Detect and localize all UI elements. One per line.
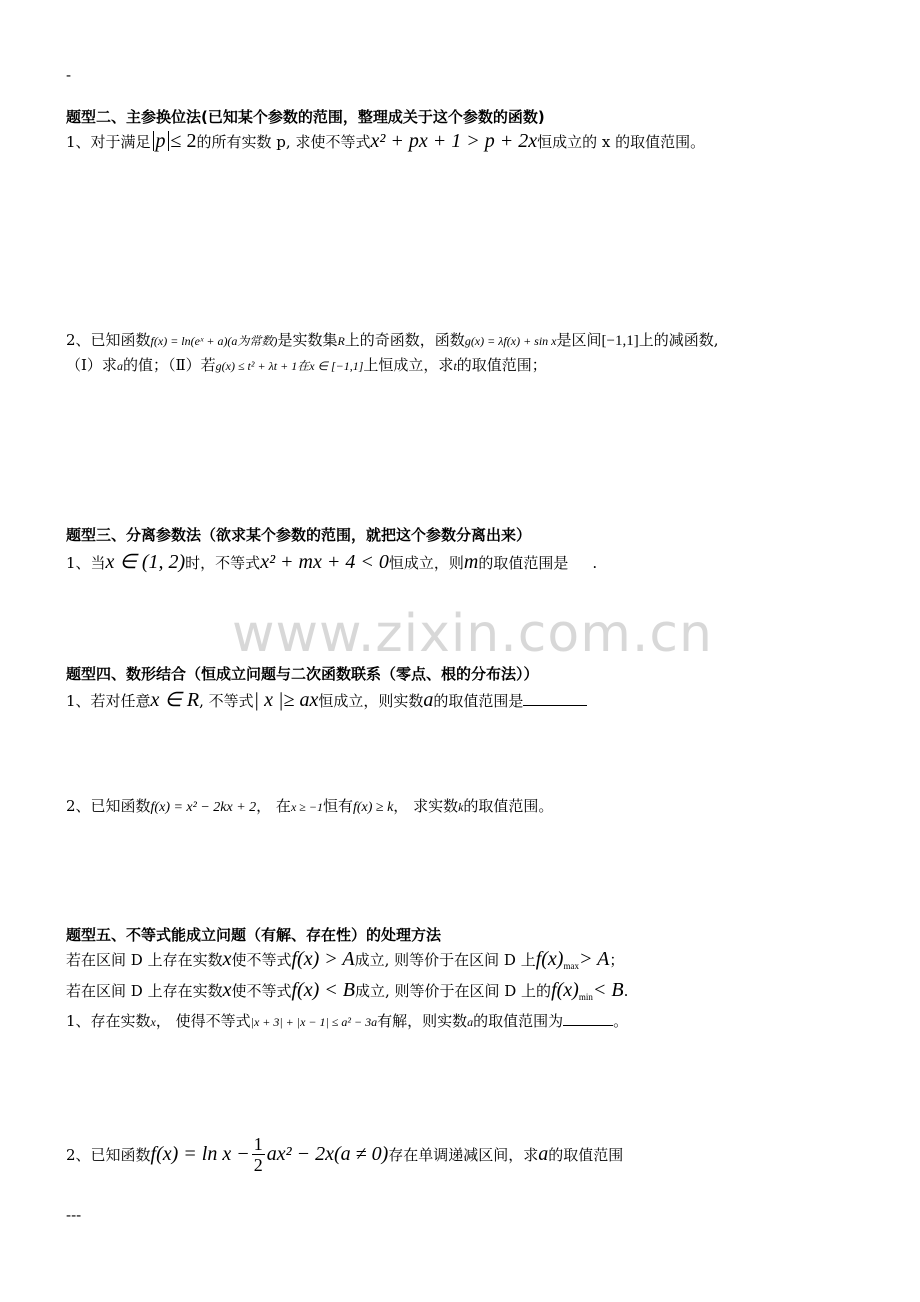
q-text: ， 在 — [256, 797, 291, 815]
watermark: www.zixin.com.cn — [232, 604, 713, 664]
q-text: . — [623, 982, 629, 1000]
q-text: 2、已知函数 — [66, 331, 151, 349]
s3-question-1 — [66, 549, 597, 574]
fraction-numerator: 1 — [253, 1134, 263, 1154]
q-text: 1、存在实数 — [66, 1012, 151, 1030]
math-expr: [−1,1] — [601, 333, 639, 349]
answer-blank[interactable] — [563, 1025, 613, 1026]
math-var: a — [467, 1015, 474, 1029]
math-expr: x² + mx + 4 < 0 — [260, 551, 389, 573]
math-expr: |x + 3| + |x − 1| ≤ a² − 3a — [250, 1015, 378, 1029]
q-text: 。 — [613, 1012, 629, 1030]
q-text: 的取值范围是 — [478, 554, 569, 572]
q-text: , 不等式 — [199, 692, 254, 710]
math-sub: max — [563, 961, 579, 971]
q-text: 的取值范围是 — [433, 692, 524, 710]
math-expr: f(x) > A — [291, 948, 355, 970]
q-text: 若在区间 D 上存在实数 — [66, 951, 223, 969]
math-var: p — [155, 130, 166, 152]
math-expr: ≤ 2 — [170, 130, 197, 152]
s5-question-2 — [66, 1134, 623, 1175]
q-text: 上的奇函数，函数 — [344, 331, 465, 349]
math-expr: f(x) < B — [291, 979, 355, 1001]
math-expr: g(x) ≤ t² + λt + 1在x ∈ [−1,1] — [215, 359, 364, 373]
section-4-heading: 题型四、数形结合（恒成立问题与二次函数联系（零点、根的分布法）） — [66, 665, 539, 683]
math-expr: x ∈ (1, 2) — [105, 551, 186, 573]
math-var: R — [337, 334, 345, 348]
q-text: 的取值范围； — [456, 356, 547, 374]
q-text: 成立, 则等价于在区间 D 上的 — [354, 982, 552, 1000]
q-text: 有解，则实数 — [377, 1012, 468, 1030]
q-text: 成立, 则等价于在区间 D 上 — [354, 951, 536, 969]
math-expr: g(x) = λf(x) + sin x — [464, 334, 557, 348]
s5-line-1 — [66, 948, 624, 971]
math-var: x — [222, 979, 232, 1001]
q-text: ； — [609, 951, 625, 969]
q-text: 的所有实数 p, 求使不等式 — [196, 133, 371, 151]
q-text: 恒有 — [322, 797, 353, 815]
s2-question-1 — [66, 130, 705, 153]
q-text: 使不等式 — [231, 982, 292, 1000]
math-expr: f(x) — [535, 948, 564, 970]
math-expr: f(x) = x² − 2kx + 2 — [150, 800, 257, 815]
q-text: 使不等式 — [231, 951, 292, 969]
q-text: 上恒成立，求 — [363, 356, 454, 374]
math-expr: > A — [578, 948, 610, 970]
q-text: 恒成立，则实数 — [318, 692, 424, 710]
math-var: a — [538, 1143, 549, 1165]
math-expr: ax² − 2x(a ≠ 0) — [266, 1143, 389, 1165]
q-text: 存在单调递减区间，求 — [388, 1146, 539, 1164]
q-text: . — [592, 554, 598, 572]
q-text: 是区间 — [556, 331, 602, 349]
q-text: 1、当 — [66, 554, 106, 572]
q-text: 的取值范围。 — [463, 797, 554, 815]
math-expr: | x |≥ ax — [253, 689, 319, 711]
math-expr: f(x) ≥ k — [352, 800, 394, 815]
math-var: t — [453, 359, 457, 373]
math-expr: x ∈ R — [150, 689, 200, 711]
math-var: x — [150, 1015, 156, 1029]
math-expr: f(x) = ln(eˣ + a)(a为常数) — [150, 334, 278, 348]
math-var: m — [463, 551, 479, 573]
math-var: a — [116, 359, 123, 373]
s2-question-2-line-2 — [66, 354, 547, 375]
bottom-mark: --- — [66, 1206, 82, 1224]
s5-line-2 — [66, 979, 628, 1002]
s5-question-1 — [66, 1010, 628, 1031]
s4-question-2 — [66, 795, 553, 816]
q-text: 时，不等式 — [185, 554, 261, 572]
section-2-heading: 题型二、主参换位法(已知某个参数的范围，整理成关于这个参数的函数) — [66, 108, 545, 126]
q-text: 1、对于满足 — [66, 133, 151, 151]
q-text: 2、已知函数 — [66, 797, 151, 815]
math-expr: f(x) — [551, 979, 579, 1001]
q-text: 恒成立，则 — [388, 554, 464, 572]
q-text: 是实数集 — [277, 331, 338, 349]
math-expr: < B — [592, 979, 624, 1001]
fraction-denominator: 2 — [253, 1155, 263, 1175]
q-text: ， 求实数 — [393, 797, 459, 815]
q-text: （Ⅰ）求 — [66, 356, 117, 374]
math-var: k — [458, 800, 464, 814]
q-text: 恒成立的 x 的取值范围。 — [537, 133, 706, 151]
fraction — [252, 1134, 265, 1175]
s2-question-2-line-1 — [66, 329, 719, 350]
q-text: 的取值范围 — [548, 1146, 624, 1164]
answer-blank[interactable] — [523, 705, 587, 706]
q-text: ， 使得不等式 — [155, 1012, 251, 1030]
q-text: 的值；（Ⅱ）若 — [122, 356, 216, 374]
math-expr: x² + px + 1 > p + 2x — [370, 130, 538, 152]
q-text: 的取值范围为 — [473, 1012, 564, 1030]
math-expr: x ≥ −1 — [290, 800, 323, 814]
top-mark: - — [66, 66, 72, 84]
math-var: a — [423, 689, 434, 711]
s4-question-1 — [66, 687, 587, 712]
section-3-heading: 题型三、分离参数法（欲求某个参数的范围，就把这个参数分离出来） — [66, 526, 532, 544]
math-expr: f(x) = ln x − — [150, 1143, 250, 1165]
section-5-heading: 题型五、不等式能成立问题（有解、存在性）的处理方法 — [66, 926, 442, 944]
q-text: 2、已知函数 — [66, 1146, 151, 1164]
math-sub: min — [578, 992, 593, 1002]
q-text: 上的减函数, — [638, 331, 719, 349]
math-var: x — [222, 948, 232, 970]
q-text: 若在区间 D 上存在实数 — [66, 982, 223, 1000]
q-text: 1、若对任意 — [66, 692, 151, 710]
